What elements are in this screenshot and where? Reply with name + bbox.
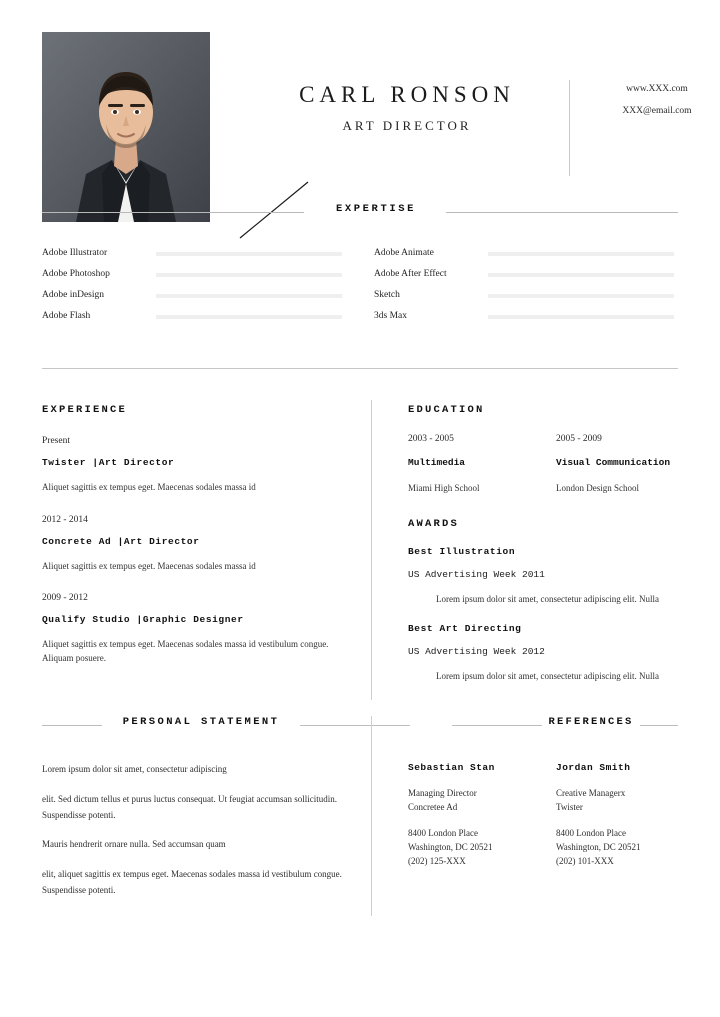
skill-label: Adobe Illustrator xyxy=(42,248,108,258)
skill-bar-track xyxy=(156,252,342,256)
reference-role: Managing Director xyxy=(408,788,477,798)
column-divider xyxy=(371,400,372,700)
reference-item xyxy=(556,762,676,869)
rule xyxy=(452,725,542,726)
education-item xyxy=(556,434,686,494)
reference-phone: (202) 101-XXX xyxy=(556,855,614,866)
experience-desc: Aliquet sagittis ex tempus eget. Maecenas sodales massa id xyxy=(42,560,256,571)
spacer xyxy=(408,815,528,827)
education-awards-section xyxy=(408,404,680,683)
experience-title: Concrete Ad |Art Director xyxy=(42,535,200,547)
reference-role: Creative Managerx xyxy=(556,788,626,798)
spacer xyxy=(556,815,676,827)
award-org: US Advertising Week 2012 xyxy=(408,645,545,657)
award-name: Best Illustration xyxy=(408,546,516,557)
rule xyxy=(300,725,410,726)
experience-desc: Aliquet sagittis ex tempus eget. Maecenas sodales massa id vestibulum congue. Aliquam posuere. xyxy=(42,639,329,663)
rule-right xyxy=(446,212,678,213)
experience-item xyxy=(42,593,352,665)
personal-statement xyxy=(42,762,342,913)
education-degree: Multimedia xyxy=(408,457,466,468)
website-link[interactable]: www.XXX.com xyxy=(626,84,688,94)
skill-row xyxy=(42,309,342,330)
skills-column-left xyxy=(42,246,342,330)
skill-row xyxy=(374,246,674,267)
name-block xyxy=(242,82,572,134)
avatar xyxy=(42,32,210,222)
expertise-heading xyxy=(42,203,678,223)
skill-label: Adobe inDesign xyxy=(42,290,105,300)
education-degree: Visual Communication xyxy=(556,457,671,468)
experience-item xyxy=(42,515,352,574)
statement-paragraph: Lorem ipsum dolor sit amet, consectetur adipiscing xyxy=(42,764,227,774)
reference-name: Jordan Smith xyxy=(556,762,631,773)
award-org: US Advertising Week 2011 xyxy=(408,569,545,580)
skill-row xyxy=(374,267,674,288)
skill-label: Adobe Animate xyxy=(374,248,434,258)
education-date: 2003 - 2005 xyxy=(408,434,454,444)
education-item xyxy=(408,434,538,494)
skill-bar-track xyxy=(156,294,342,298)
section-title-education: EDUCATION xyxy=(408,404,485,416)
header-divider xyxy=(569,80,570,176)
experience-section xyxy=(42,404,352,665)
skill-label: Adobe Flash xyxy=(42,311,91,321)
experience-title: Twister |Art Director xyxy=(42,457,175,468)
education-school: Miami High School xyxy=(408,482,480,493)
statement-paragraph: Mauris hendrerit ornare nulla. Sed accumsan quam xyxy=(42,839,226,850)
experience-date: Present xyxy=(42,436,70,446)
section-title-awards: AWARDS xyxy=(408,518,460,530)
skill-label: Adobe Photoshop xyxy=(42,269,110,279)
education-list xyxy=(408,434,680,512)
reference-company: Twister xyxy=(556,801,583,812)
award-item xyxy=(408,546,680,607)
experience-date: 2012 - 2014 xyxy=(42,514,88,525)
section-title-experience: EXPERIENCE xyxy=(42,404,128,416)
experience-desc: Aliquet sagittis ex tempus eget. Maecenas sodales massa id xyxy=(42,482,256,492)
award-item xyxy=(408,623,680,684)
skill-label: 3ds Max xyxy=(374,311,407,321)
award-desc: Lorem ipsum dolor sit amet, consectetur adipiscing elit. Nulla xyxy=(436,594,659,604)
job-role: ART DIRECTOR xyxy=(342,118,472,133)
divider-under-skills xyxy=(42,368,678,369)
education-date: 2005 - 2009 xyxy=(556,434,602,444)
skill-row xyxy=(374,288,674,309)
rule xyxy=(42,725,102,726)
skills-column-right xyxy=(374,246,674,330)
reference-name: Sebastian Stan xyxy=(408,762,495,773)
page-title: CARL RONSON xyxy=(299,82,515,107)
skill-row xyxy=(42,288,342,309)
reference-phone: (202) 125-XXX xyxy=(408,855,466,866)
statement-paragraph: elit, aliquet sagittis ex tempus eget. Maecenas sodales massa id vestibulum congue. Suspendisse potenti. xyxy=(42,869,342,895)
bottom-headings xyxy=(42,716,678,736)
experience-date: 2009 - 2012 xyxy=(42,593,88,603)
skill-bar-track xyxy=(156,273,342,277)
skill-row xyxy=(42,267,342,288)
header xyxy=(42,32,692,222)
reference-city: Washington, DC 20521 xyxy=(556,841,641,852)
skill-bar-track xyxy=(488,294,674,298)
reference-company: Concretee Ad xyxy=(408,801,458,812)
statement-paragraph: elit. Sed dictum tellus et purus luctus consequat. Ut feugiat accumsan sollicitudin. Suspendisse potenti. xyxy=(42,793,337,820)
column-divider-bottom xyxy=(371,716,372,916)
section-title-expertise: EXPERTISE xyxy=(335,203,417,215)
skill-bar-track xyxy=(488,273,674,277)
skill-row xyxy=(42,246,342,267)
experience-item xyxy=(42,436,352,495)
section-title-statement: PERSONAL STATEMENT xyxy=(122,716,280,728)
skill-bar-track xyxy=(488,252,674,256)
reference-address: 8400 London Place xyxy=(556,827,626,838)
award-name: Best Art Directing xyxy=(408,622,522,634)
education-school: London Design School xyxy=(556,482,639,493)
reference-item xyxy=(408,762,528,869)
skill-label: Adobe After Effect xyxy=(374,269,447,279)
skill-row xyxy=(374,309,674,330)
reference-city: Washington, DC 20521 xyxy=(408,841,493,852)
experience-title: Qualify Studio |Graphic Designer xyxy=(42,614,244,625)
award-desc: Lorem ipsum dolor sit amet, consectetur adipiscing elit. Nulla xyxy=(436,670,659,681)
rule-left xyxy=(42,212,304,213)
section-title-references: REFERENCES xyxy=(548,716,634,728)
skill-bar-track xyxy=(488,315,674,319)
email-link[interactable]: XXX@email.com xyxy=(622,105,692,116)
skill-bar-track xyxy=(156,315,342,319)
rule xyxy=(640,725,678,726)
contact-block xyxy=(587,84,720,128)
reference-address: 8400 London Place xyxy=(408,827,478,838)
skill-label: Sketch xyxy=(374,290,400,300)
